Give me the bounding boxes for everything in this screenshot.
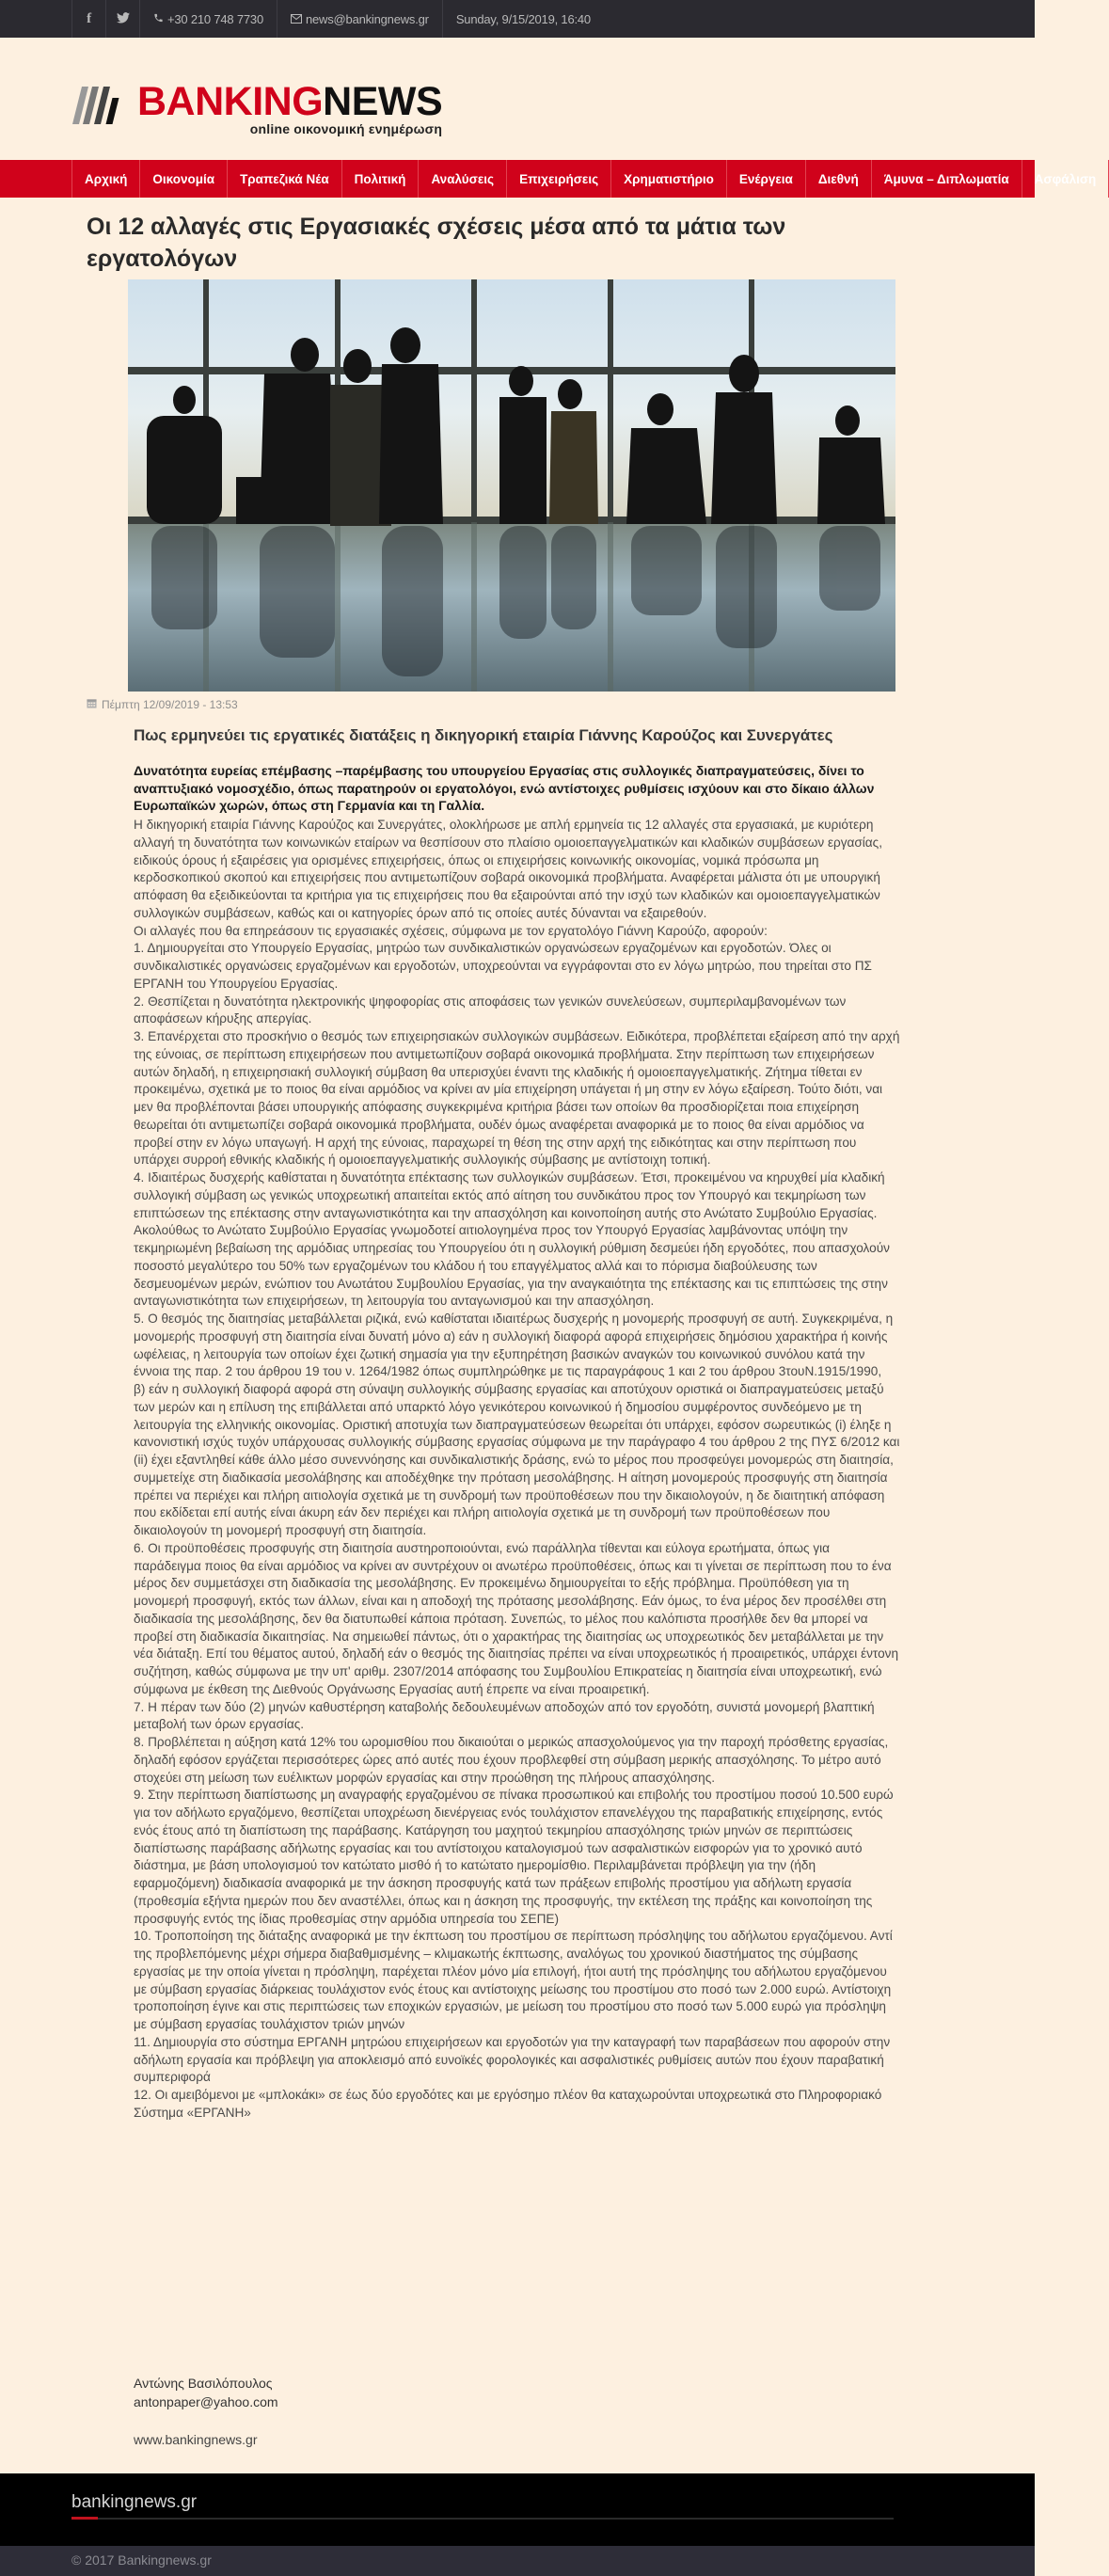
- article-paragraph: 10. Τροποποίηση της διάταξης αναφορικά με την έκπτωση του προστίμου σε περίπτωση πρόσληψης του αδήλωτου εργαζόμενου. Αντί της προβλεπόμενης μέχρι σήμερα διαβαθμισμένης – κλιμακωτής έκπτωσης, αναλόγως του χρονικού διαστήματος της σύμβασης εργασίας με την οποία γίνεται η πρόσληψη, παρέχεται πλέον μόνο μία επιλογή, ήτοι αυτή της πρόσληψης του αδήλωτου εργαζόμενου με σύμβαση εργασίας διάρκειας τουλάχιστον ενός έτους και αντίστοιχης μείωσης του προστίμου στο ποσό των 2.000 ευρώ. Αντίστοιχη τροποποίηση έγινε και στις περιπτώσεις των εποχικών εργασιών, με μείωση του προστίμου στο ποσό των 5.000 ευρώ για πρόσληψη με σύμβαση εργασίας τουλάχιστον τριών μηνών: [134, 1929, 893, 2031]
- site-logo[interactable]: [73, 79, 443, 136]
- facebook-icon: f: [87, 10, 91, 26]
- copyright-text: © 2017 Bankingnews.gr: [71, 2552, 212, 2568]
- article-hero-image: [128, 279, 895, 692]
- top-bar: [0, 0, 1035, 38]
- article-paragraph: 7. Η πέραν των δύο (2) μηνών καθυστέρηση καταβολής δεδουλευμένων αποδοχών από τον εργοδότη, συνιστά μονομερή βλαπτική μεταβολή των όρων εργασίας.: [134, 1699, 875, 1732]
- nav-item-4[interactable]: Αναλύσεις: [419, 160, 507, 198]
- footer-divider-accent: [71, 2517, 98, 2520]
- email-link[interactable]: [277, 0, 442, 38]
- nav-item-1[interactable]: Οικονομία: [140, 160, 228, 198]
- twitter-link[interactable]: [105, 0, 139, 38]
- article-paragraph: 2. Θεσπίζεται η δυνατότητα ηλεκτρονικής ψηφοφορίας στις αποφάσεις των γενικών συνελεύσεων, συμπεριλαμβανομένων των αποφάσεων κήρυξης απεργίας.: [134, 994, 847, 1026]
- nav-item-2[interactable]: Τραπεζικά Νέα: [228, 160, 342, 198]
- email-address: news@bankingnews.gr: [306, 11, 429, 26]
- footer-divider: [71, 2518, 894, 2520]
- article-paragraph: 8. Προβλέπεται η αύξηση κατά 12% του ωρομισθίου που δικαιούται ο μερικώς απασχολούμενος για την παροχή πρόσθετης εργασίας, δηλαδή εφόσον εργάζεται περισσότερες ώρες από αυτές που έχουν προβλεφθεί στη σύμβαση μερικής απασχόλησης. Το μέτρο αυτό στοχεύει στη μείωση των ευέλικτων μορφών εργασίας και στην προώθηση της πλήρους απασχόλησης.: [134, 1735, 889, 1785]
- site-header: [0, 38, 1035, 160]
- nav-item-8[interactable]: Διεθνή: [806, 160, 872, 198]
- article-paragraph: Η δικηγορική εταιρία Γιάννης Καρούζος και Συνεργάτες, ολοκλήρωσε με απλή ερμηνεία τις 12 αλλαγές στα εργασιακά, με κυριότερη αλλαγή τη δυνατότητα των κοινωνικών εταίρων να θεσπίσουν στο πλαίσιο ομοιοεπαγγελματικών και κλαδικών συμβάσεων εργασίας, ειδικούς όρους ή εξαιρέσεις για ορισμένες επιχειρήσεις, όπως οι επιχειρήσεις κοινωνικής οικονομίας, νομικά πρόσωπα μη κερδοσκοπικού σκοπού και επιχειρήσεις που αντιμετωπίζουν σοβαρά οικονομικά προβλήματα. Αναφέρεται μάλιστα ότι με υπουργική απόφαση θα εξειδικεύονται τα κριτήρια για τις επιχειρήσεις που θα εξαιρούνται από την ισχύ των κλαδικών και ομοιοεπαγγελματικών συλλογικών συμβάσεων, καθώς και οι κατηγορίες όρων από τις οποίες αυτές δύνανται να εξαιρεθούν.: [134, 818, 882, 920]
- article-paragraph: 6. Οι προϋποθέσεις προσφυγής στη διαιτησία αυστηροποιούνται, ενώ παράλληλα τίθενται και εύλογα ερωτήματα, όπως για παράδειγμα ποιος θα είναι αρμόδιος να κρίνει αν συντρέχουν οι ανωτέρω προϋποθέσεις, όπως και τι γίνεται σε περίπτωση που το ένα μέρος δεν συμμετάσχει στη διαδικασία της μεσολάβησης. Εν προκειμένω δημιουργείται το εξής πρόβλημα. Προϋπόθεση για τη μονομερή προσφυγή, εκτός των άλλων, είναι και η αποδοχή της πρότασης μεσολάβησης. Εάν όμως, το ένα μέρος δεν προσέλθει στη διαδικασία της μεσολάβησης, δεν θα διατυπωθεί κάποια πρόταση. Συνεπώς, το μέλος που καλόπιστα προσήλθε δεν θα μπορεί να προβεί στη διαδικασία δικαιτησίας. Να σημειωθεί πάντως, ότι ο χαρακτήρας της διαιτησίας ως υποχρεωτικός δεν μεταβάλλεται με την νέα διάταξη. Επί του θέματος αυτού, δηλαδή εάν ο θεσμός της διαιτησίας πρέπει να είναι υποχρεωτικός ή προαιρετικός, υπάρχει έντονη συζήτηση, καθώς σύμφωνα με την υπ' αριθμ. 2307/2014 απόφασης του Συμβουλίου Επικρατείας η διαιτησία είναι υποχρεωτική, ενώ σύμφωνα με έκθεση της Διεθνούς Οργάνωσης Εργασίας αυτή έπρεπε να είναι προαιρετική.: [134, 1540, 899, 1696]
- article-body: [134, 817, 900, 2123]
- main-navigation: [0, 160, 1097, 198]
- article-paragraph: 3. Επανέρχεται στο προσκήνιο ο θεσμός των επιχειρησιακών συλλογικών συμβάσεων. Ειδικότερα, προβλέπεται εξαίρεση από την αρχή της εύνοιας, σε περίπτωση επιχειρήσεων που αντιμετωπίζουν σοβαρά οικονομικά προβλήματα. Στην περίπτωση των επιχειρήσεων αυτών δηλαδή, η επιχειρησιακή συλλογική σύμβαση θα υπερισχύει έναντι της κλαδικής ή ομοιοεπαγγελματικής. Ζήτημα τίθεται εν προκειμένω, σχετικά με το ποιος θα είναι αρμόδιος να κρίνει αν μία επιχείρηση υπάγεται ή μη στην εν λόγω εξαίρεση. Τούτο διότι, ναι μεν θα προβλέπονται βάσει υπουργικής απόφασης συγκεκριμένα κριτήρια βάσει των οποίων θα προσδιορίζεται ποια επιχείρηση θεωρείται ότι αντιμετωπίζει σοβαρά οικονομικά προβλήματα, ουδέν όμως αναφέρεται αναφορικά με το ποιος θα είναι αρμόδιος να προβεί στην εν λόγω υπαγωγή. Η αρχή της εύνοιας, παραχωρεί τη θέση της στην αρχή της ειδικότητας και στην περίπτωση που υπάρχει συρροή εθνικής κλαδικής ή ομοιοεπαγγελματικής συλλογικής σύμβασης με αντίστοιχη τοπική.: [134, 1029, 900, 1168]
- article-paragraph: 12. Οι αμειβόμενοι με «μπλοκάκι» σε έως δύο εργοδότες και με εργόσημο πλέον θα καταχωρούνται υποχρεωτικά στο Πληροφοριακό Σύστημα «ΕΡΓΑΝΗ»: [134, 2088, 882, 2120]
- date-text: Πέμπτη 12/09/2019 - 13:53: [102, 698, 238, 711]
- phone-contact: [139, 0, 277, 38]
- datetime-text: Sunday, 9/15/2019, 16:40: [455, 11, 591, 26]
- twitter-icon: [117, 12, 130, 26]
- logo-wordmark: BANKINGNEWS: [137, 79, 443, 124]
- current-datetime: [442, 0, 604, 38]
- copyright-bar: [0, 2546, 1035, 2576]
- phone-icon: [153, 12, 164, 26]
- article-subtitle: Πως ερμηνεύει τις εργατικές διατάξεις η δικηγορική εταιρία Γιάννης Καρούζος και Συνεργάτες: [134, 726, 833, 744]
- calendar-icon: [87, 698, 97, 711]
- phone-number: +30 210 748 7730: [167, 11, 263, 26]
- article-paragraph: Οι αλλαγές που θα επηρεάσουν τις εργασιακές σχέσεις, σύμφωνα με τον εργατολόγο Γιάννη Καρούζο, αφορούν:: [134, 923, 768, 938]
- logo-stripes-icon: [73, 83, 132, 124]
- article-paragraph: 4. Ιδιαιτέρως δυσχερής καθίσταται η δυνατότητα επέκτασης των συλλογικών συμβάσεων. Έτσι, προκειμένου να κηρυχθεί μία κλαδική συλλογική σύμβαση ως γενικώς υποχρεωτική απαιτείται εκτός από αίτηση του συνδικάτου προς τον Υπουργό και τεκμηρίωση των επιπτώσεων της επέκτασης στην ανταγωνιστικότητα και την απασχόληση και κοινοποίηση αυτής στο Ανώτατο Συμβούλιο Εργασίας. Ακολούθως το Ανώτατο Συμβούλιο Εργασίας γνωμοδοτεί αιτιολογημένα προς τον Υπουργό Εργασίας λαμβάνοντας υπόψη την τεκμηριωμένη βεβαίωση της αρμόδιας υπηρεσίας του Υπουργείου ότι η συλλογική ρύθμιση δεσμεύει ήδη εργοδότες, που απασχολούν ποσοστό μεγαλύτερο του 50% των εργαζομένων του κλάδου ή του επαγγέλματος αλλά και το πόρισμα διαβούλευσης των δεσμευομένων μερών, ενώπιον του Ανωτάτου Συμβουλίου Εργασίας, για την αναγκαιότητα της επέκτασης και τις επιπτώσεις της στην ανταγωνιστικότητα των επιχειρήσεων, τη λειτουργία του ανταγωνισμού και την απασχόληση.: [134, 1170, 890, 1309]
- article-date: [87, 698, 238, 711]
- author-email[interactable]: antonpaper@yahoo.com: [134, 2394, 278, 2409]
- envelope-icon: [291, 12, 302, 26]
- article-paragraph: β) εάν η συλλογική διαφορά αφορά στη σύναψη συλλογικής σύμβασης εργασίας και αποτύχουν οριστικά οι διαπραγματεύσεις μεταξύ των μερών και η επίλυση της επιβάλλεται από υπαρκτό λόγο γενικότερου κοινωνικού ή δημοσίου συμφέροντος συνδεόμενο με τη λειτουργία της ελληνικής οικονομίας. Οριστική αποτυχία των διαπραγματεύσεων θεωρείται ότι υπάρχει, εφόσον σωρευτικώς (i) έληξε η κανονιστική ισχύς τυχόν υπάρχουσας συλλογικής σύμβασης εργασίας σύμφωνα με την παράγραφο 4 του άρθρου 2 της ΠΥΣ 6/2012 και (ii) έχει εξαντληθεί κάθε άλλο μέσο συνεννόησης και συνδικαλιστικής δράσης, ενώ το μέρος που προσφεύγει μονομερώς στη διαιτησία, συμμετείχε στη διαδικασία μεσολάβησης και αποδέχθηκε την πρόταση μεσολάβησης. Η αίτηση μονομερούς προσφυγής στη διαιτησία πρέπει να περιέχει και πλήρη αιτιολογία σχετικά με τη συνδρομή των προϋποθέσεων που την δικαιολογούν, η δε διαιτητική απόφαση που εκδίδεται επί αυτής είναι άκυρη εάν δεν περιέχει και πλήρη αιτιολογία σχετικά με τη συνδρομή των προϋποθέσεων που δικαιολογούν τη μονομερή προσφυγή στη διαιτησία.: [134, 1382, 900, 1537]
- article-paragraph: 1. Δημιουργείται στο Υπουργείο Εργασίας, μητρώο των συνδικαλιστικών οργανώσεων εργαζομένων και εργοδοτών. Όλες οι συνδικαλιστικές οργανώσεις εργαζομένων και εργοδοτών, υποχρεούνται να εγγράφονται στο εν λόγω μητρώο, που τηρείται στο ΠΣ ΕΡΓΑΝΗ του Υπουργείου Εργασίας.: [134, 941, 872, 991]
- office-silhouettes-illustration: [128, 279, 895, 692]
- article-lead: Δυνατότητα ευρείας επέμβασης –παρέμβασης του υπουργείου Εργασίας στις συλλογικές διαπραγματεύσεις, δίνει το αναπτυξιακό νομοσχέδιο, όπως παρατηρούν οι εργατολόγοι, ενώ αντίστοιχες ρυθμίσεις ισχύουν και στο δίκαιο άλλων Ευρωπαϊκών χωρών, όπως στη Γερμανία και τη Γαλλία.: [134, 763, 875, 813]
- facebook-link[interactable]: [71, 0, 105, 38]
- nav-item-0[interactable]: Αρχική: [72, 160, 140, 198]
- author-signature: [134, 2374, 278, 2411]
- author-name: Αντώνης Βασιλόπουλος: [134, 2376, 273, 2391]
- nav-item-10[interactable]: Ασφάλιση: [1022, 160, 1109, 198]
- nav-item-6[interactable]: Χρηματιστήριο: [611, 160, 727, 198]
- site-url[interactable]: www.bankingnews.gr: [134, 2432, 258, 2447]
- nav-item-9[interactable]: Άμυνα – Διπλωματία: [872, 160, 1022, 198]
- nav-item-5[interactable]: Επιχειρήσεις: [507, 160, 611, 198]
- nav-item-7[interactable]: Ενέργεια: [727, 160, 806, 198]
- article-paragraph: 9. Στην περίπτωση διαπίστωσης μη αναγραφής εργαζομένου σε πίνακα προσωπικού και επιβολής του προστίμου ποσού 10.500 ευρώ για τον αδήλωτο εργαζόμενο, θεσπίζεται υποχρέωση διενέργειας ενός τουλάχιστον επανελέγχου της παραβατικής επιχείρησης, εντός ενός έτους από τη διαπίστωση της παράβασης. Κατάργηση του μαχητού τεκμηρίου απασχόλησης τριών μηνών σε περιπτώσεις διαπίστωσης παράβασης αδήλωτης εργασίας και του αντίστοιχου καταλογισμού των ασφαλιστικών εισφορών για το χρονικό αυτό διάστημα, με βάση υπολογισμού τον κατώτατο μισθό ή το κατώτατο ημερομίσθιο. Περιλαμβάνεται πρόβλεψη για την (ήδη εφαρμοζόμενη) διαδικασία αναφορικά με την άσκηση προσφυγής κατά των πράξεων επιβολής προστίμου για αδήλωτη εργασία (προθεσμία εξήντα ημερών που δεν αναστέλλει, όπως και η άσκηση της προσφυγής, την εκτέλεση της πράξης και κοινοποίηση της προσφυγής εντός της ίδιας προθεσμίας στην αρμόδια υπηρεσία του ΣΕΠΕ): [134, 1788, 894, 1926]
- article-paragraph: 5. Ο θεσμός της διαιτησίας μεταβάλλεται ριζικά, ενώ καθίσταται ιδιαιτέρως δυσχερής η μονομερής προσφυγή σε αυτή. Συγκεκριμένα, η μονομερής προσφυγή στη διαιτησία είναι δυνατή μόνο α) εάν η συλλογική διαφορά αφορά επιχειρήσεις δημόσιου χαρακτήρα ή κοινής ωφέλειας, η λειτουργία των οποίων έχει ζωτική σημασία για την εξυπηρέτηση βασικών αναγκών του κοινωνικού συνόλου κατά την έννοια της παρ. 2 του άρθρου 19 του ν. 1264/1982 όπως συμπληρώθηκε με τις παραγράφους 1 και 2 του άρθρου 3τουΝ.1915/1990,: [134, 1312, 894, 1379]
- article-title: Οι 12 αλλαγές στις Εργασιακές σχέσεις μέσα από τα μάτια των εργατολόγων: [87, 214, 786, 272]
- logo-tagline: online οικονομική ενημέρωση: [249, 121, 443, 136]
- footer-brand[interactable]: bankingnews.gr: [71, 2492, 198, 2512]
- nav-item-3[interactable]: Πολιτική: [342, 160, 420, 198]
- footer: [0, 2473, 1035, 2546]
- article-paragraph: 11. Δημιουργία στο σύστημα ΕΡΓΑΝΗ μητρώου επιχειρήσεων και εργοδοτών για την καταγραφή των παραβάσεων που αφορούν στην αδήλωτη εργασία και πρόβλεψη για αποκλεισμό από ευνοϊκές φορολογικές και ασφαλιστικές ρυθμίσεις αυτών που έχουν παραβατική συμπεριφορά: [134, 2034, 891, 2085]
